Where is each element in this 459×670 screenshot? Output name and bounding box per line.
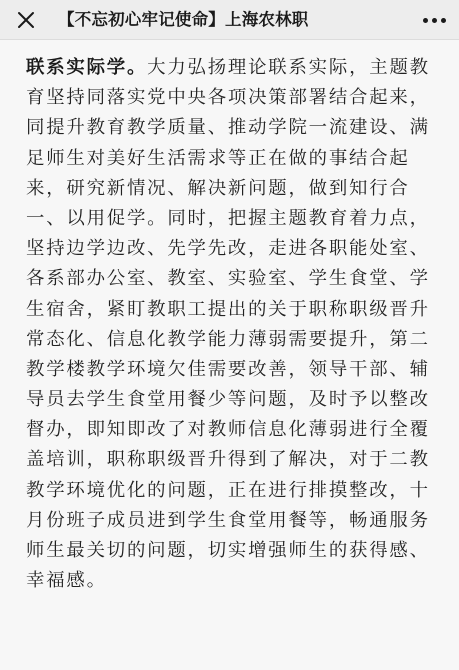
article-line: 导员去学生食堂用餐少等问题，及时予以整改 [26, 389, 430, 411]
article-line: 盖培训，职称职级晋升得到了解决，对于二教 [26, 449, 430, 471]
article-body [26, 53, 448, 596]
close-icon [17, 11, 35, 29]
more-dot-icon [441, 18, 446, 23]
article-line: 月份班子成员进到学生食堂用餐等，畅通服务 [26, 509, 430, 531]
article-line: 督办，即知即改了对教师信息化薄弱进行全覆 [26, 419, 430, 441]
article-line: 生宿舍，紧盯教职工提出的关于职称职级晋升 [26, 298, 430, 320]
article-line: 同提升教育教学质量、推动学院一流建设、满 [26, 117, 430, 139]
more-dot-icon [423, 18, 428, 23]
article-line: 一、以用促学。同时，把握主题教育着力点， [26, 207, 430, 229]
article-line: 教学环境优化的问题，正在进行排摸整改，十 [26, 479, 430, 501]
article-line: 来，研究新情况、解决新问题，做到知行合 [26, 177, 410, 199]
article-line: 师生最关切的问题，切实增强师生的获得感、 [26, 540, 430, 561]
article-line-text: 大力弘扬理论联系实际，主题教 [147, 57, 430, 78]
article-bold-lead: 联系实际学。 [26, 57, 148, 78]
top-bar [0, 0, 459, 40]
article-line [26, 53, 448, 83]
article-line: 各系部办公室、教室、实验室、学生食堂、学 [26, 268, 430, 290]
article-line: 幸福感。 [26, 570, 107, 592]
article-line: 育坚持同落实党中央各项决策部署结合起来， [26, 87, 430, 109]
article-line: 常态化、信息化教学能力薄弱需要提升，第二 [26, 328, 430, 350]
article-line: 坚持边学边改、先学先改，走进各职能处室、 [26, 238, 430, 260]
more-dot-icon [432, 18, 437, 23]
page-title: 【不忘初心牢记使命】上海农林职 [58, 10, 309, 29]
more-options-button[interactable] [417, 6, 451, 34]
article-line: 足师生对美好生活需求等正在做的事结合起 [26, 147, 410, 169]
close-button[interactable] [12, 6, 40, 34]
article-line: 教学楼教学环境欠佳需要改善，领导干部、辅 [26, 358, 430, 380]
